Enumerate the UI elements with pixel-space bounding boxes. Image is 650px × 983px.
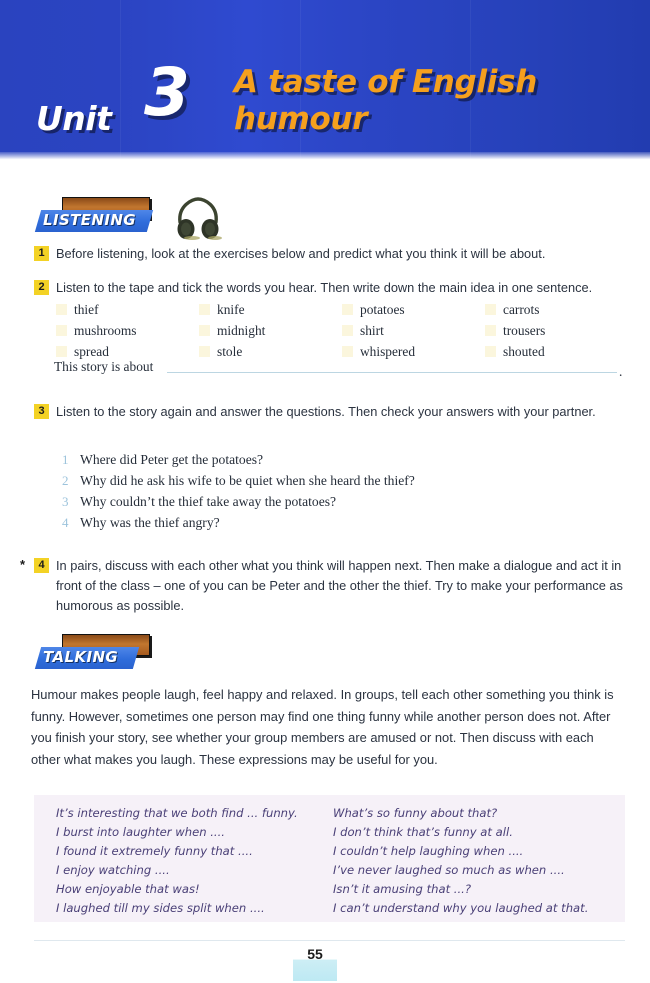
checkbox-square[interactable]: [56, 346, 67, 357]
question-text: Why couldn’t the thief take away the potatoes?: [80, 494, 337, 509]
word-label: whispered: [360, 344, 416, 359]
section-label-listening: LISTENING: [43, 211, 137, 229]
unit-word-label: Unit: [36, 99, 112, 138]
exercise-text-4: In pairs, discuss with each other what you think will happen next. Then make a dialogue and act it in front of the class – one of you can be Peter and the other the thief. Try to make your performance as humorous as possible.: [56, 558, 623, 614]
expression-line: I laughed till my sides split when ....: [56, 901, 265, 915]
question-number: 4: [62, 515, 69, 530]
section-label-talking: TALKING: [43, 648, 119, 666]
story-about-label: This story is about: [54, 359, 154, 374]
word-label: potatoes: [360, 302, 405, 317]
checkbox-square[interactable]: [342, 346, 353, 357]
question-number: 3: [62, 494, 69, 509]
exercise-text-3: Listen to the story again and answer the questions. Then check your answers with your partner.: [56, 404, 596, 419]
story-end-punctuation: .: [619, 364, 623, 379]
exercise-number-2: 2: [34, 280, 49, 295]
word-label: knife: [217, 302, 245, 317]
expressions-column-right: [333, 804, 588, 918]
checkbox-square[interactable]: [199, 304, 210, 315]
unit-number: 3: [144, 54, 190, 131]
word-label: stole: [217, 344, 243, 359]
expression-line: I’ve never laughed so much as when ....: [333, 863, 565, 877]
headphones-icon: [172, 196, 224, 240]
expression-line: I can’t understand why you laughed at that.: [333, 901, 589, 915]
checkbox-square[interactable]: [199, 346, 210, 357]
expression-line: It’s interesting that we both find ... funny.: [56, 806, 298, 820]
word-label: shirt: [360, 323, 384, 338]
expression-line: I enjoy watching ....: [56, 863, 170, 877]
question-text: Where did Peter get the potatoes?: [80, 452, 264, 467]
expression-line: Isn’t it amusing that ...?: [333, 882, 472, 896]
word-label: thief: [74, 302, 99, 317]
word-label: spread: [74, 344, 109, 359]
checkbox-square[interactable]: [342, 304, 353, 315]
expression-line: I burst into laughter when ....: [56, 825, 225, 839]
word-label: trousers: [503, 323, 546, 338]
exercise-text-1: Before listening, look at the exercises below and predict what you think it will be about.: [56, 246, 546, 261]
unit-header-banner: [0, 0, 650, 162]
checkbox-square[interactable]: [485, 346, 496, 357]
expressions-column-left: [56, 804, 298, 918]
exercise-number-1: 1: [34, 246, 49, 261]
talking-paragraph: Humour makes people laugh, feel happy and relaxed. In groups, tell each other something you think is funny. However, sometimes one person may find one thing funny while another person does not. After you finish your story, see whether your group members are amused or not. Then discuss with each other what makes you laugh. These expressions may be useful for you.: [31, 687, 614, 768]
checkbox-square[interactable]: [199, 325, 210, 336]
question-text: Why did he ask his wife to be quiet when she heard the thief?: [80, 473, 415, 488]
expression-line: What’s so funny about that?: [333, 806, 498, 820]
word-label: carrots: [503, 302, 540, 317]
word-label: midnight: [217, 323, 266, 338]
expressions-box: [34, 795, 625, 922]
checkbox-square[interactable]: [56, 304, 67, 315]
word-label: mushrooms: [74, 323, 137, 338]
exercise-number-3: 3: [34, 404, 49, 419]
exercise-text-2: Listen to the tape and tick the words you hear. Then write down the main idea in one sentence.: [56, 280, 593, 295]
checkbox-square[interactable]: [485, 325, 496, 336]
checkbox-square[interactable]: [485, 304, 496, 315]
question-number: 1: [62, 452, 69, 467]
page-number: 55: [307, 946, 323, 962]
word-label: shouted: [503, 344, 545, 359]
question-number: 2: [62, 473, 69, 488]
question-text: Why was the thief angry?: [80, 515, 220, 530]
page-title: A taste of English humour: [234, 64, 537, 137]
expression-line: I couldn’t help laughing when ....: [333, 844, 524, 858]
expression-line: I found it extremely funny that ....: [56, 844, 253, 858]
story-answer-blank[interactable]: [167, 372, 617, 373]
exercise-star-marker: *: [20, 557, 26, 572]
checkbox-square[interactable]: [342, 325, 353, 336]
exercise-number-4: 4: [34, 558, 49, 573]
expression-line: How enjoyable that was!: [56, 882, 200, 896]
expression-line: I don’t think that’s funny at all.: [333, 825, 513, 839]
checkbox-square[interactable]: [56, 325, 67, 336]
